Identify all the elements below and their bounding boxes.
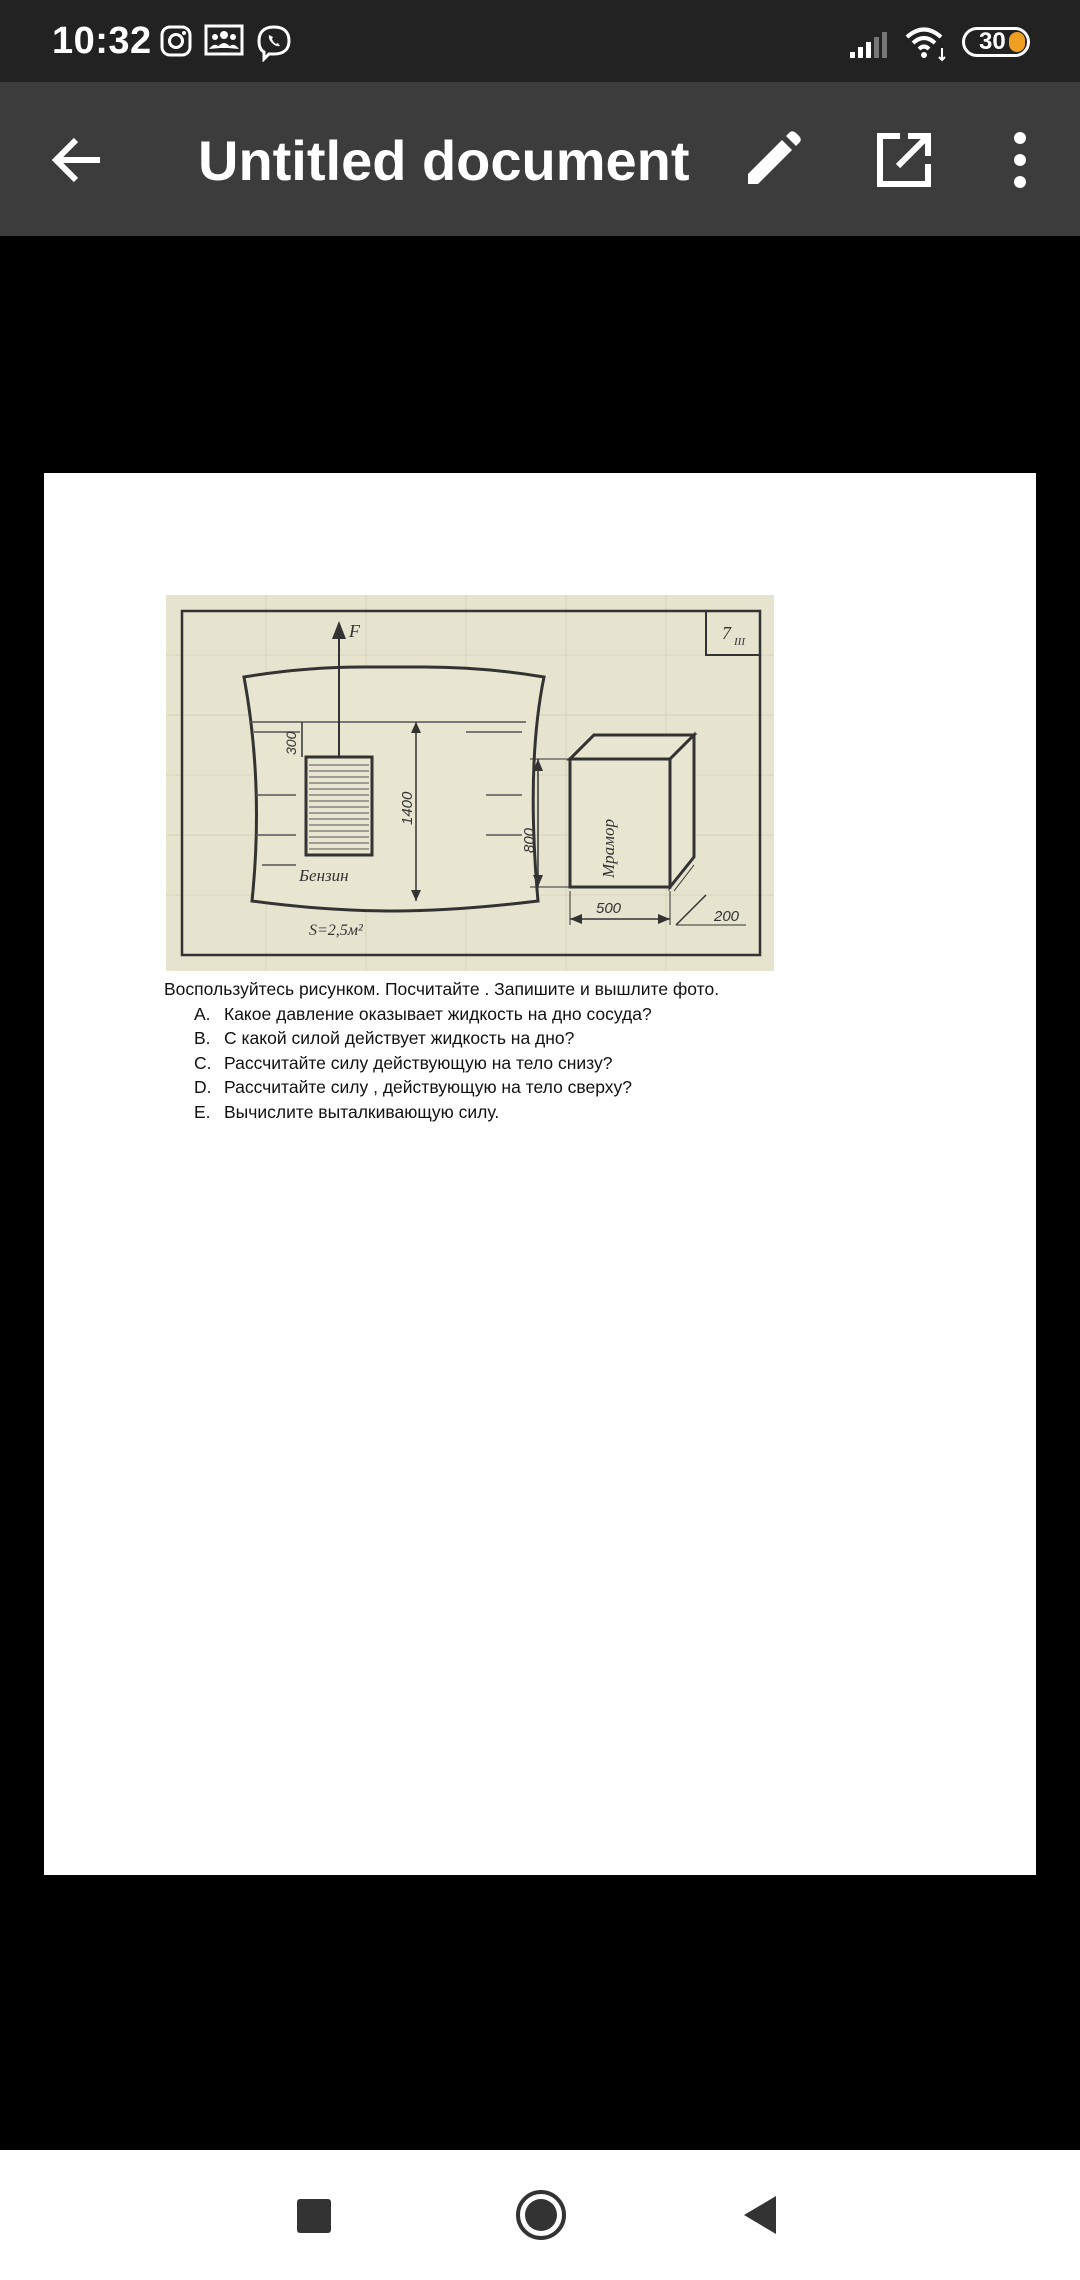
- list-marker: A.: [194, 1003, 211, 1024]
- document-intro: Воспользуйтесь рисунком. Посчитайте . Запишите и вышлите фото.: [164, 979, 720, 999]
- list-item: [164, 1051, 964, 1076]
- list-marker: C.: [194, 1052, 212, 1073]
- recents-button[interactable]: [296, 2198, 332, 2234]
- liquid-label: Бензин: [299, 866, 349, 885]
- document-text: [164, 977, 964, 1124]
- pencil-icon: [748, 131, 801, 184]
- list-item: [164, 1075, 964, 1100]
- app-bar: [0, 82, 1080, 236]
- list-item-text: С какой силой действует жидкость на дно?: [224, 1028, 575, 1048]
- document-title: Untitled document: [198, 129, 690, 192]
- corner-label: 7: [722, 623, 731, 643]
- arrow-left-icon: [56, 140, 100, 180]
- list-item: [164, 1026, 964, 1051]
- list-item: [164, 1002, 964, 1027]
- triangle-back-icon: [744, 2196, 776, 2234]
- list-item-text: Рассчитайте силу , действующую на тело сверху?: [224, 1077, 633, 1097]
- back-button[interactable]: [48, 130, 108, 190]
- signal-icon: [848, 30, 890, 60]
- physics-figure: [166, 595, 774, 971]
- list-item: [164, 1100, 964, 1125]
- status-bar: [0, 0, 1080, 82]
- more-options-button[interactable]: [1000, 130, 1040, 190]
- battery-indicator: [962, 27, 1030, 57]
- list-marker: B.: [194, 1028, 211, 1048]
- dim-500: 500: [596, 900, 622, 917]
- area-label: S=2,5м²: [309, 922, 363, 939]
- dim-300: 300: [283, 731, 299, 755]
- navigation-bar: [0, 2150, 1080, 2280]
- square-icon: [297, 2199, 331, 2233]
- dim-1400: 1400: [399, 791, 416, 825]
- edit-button[interactable]: [742, 130, 802, 190]
- dim-800: 800: [521, 827, 538, 853]
- home-button[interactable]: [514, 2188, 568, 2242]
- question-list: [164, 1002, 964, 1125]
- circle-home-icon: [518, 2192, 564, 2238]
- dim-200: 200: [714, 908, 740, 925]
- back-nav-button[interactable]: [742, 2194, 778, 2236]
- open-external-button[interactable]: [874, 130, 934, 190]
- list-item-text: Рассчитайте силу действующую на тело снизу?: [224, 1052, 613, 1073]
- list-item-text: Вычислите выталкивающую силу.: [224, 1101, 500, 1122]
- block-label: Мрамор: [599, 818, 618, 878]
- corner-sub: III: [734, 636, 745, 648]
- battery-fill: [1009, 32, 1025, 52]
- instagram-icon: [160, 24, 192, 58]
- force-label: F: [349, 621, 360, 641]
- wifi-icon: [904, 26, 950, 62]
- list-item-text: Какое давление оказывает жидкость на дно сосуда?: [224, 1003, 652, 1024]
- status-time: 10:32: [52, 20, 152, 62]
- more-vert-icon: [1014, 132, 1026, 188]
- battery-level: 30: [979, 28, 1006, 55]
- document-page: [44, 473, 1036, 1875]
- open-external-icon: [880, 136, 928, 184]
- group-chat-icon: [204, 24, 244, 60]
- list-marker: E.: [194, 1101, 211, 1122]
- viber-icon: [256, 24, 292, 62]
- list-marker: D.: [194, 1077, 212, 1097]
